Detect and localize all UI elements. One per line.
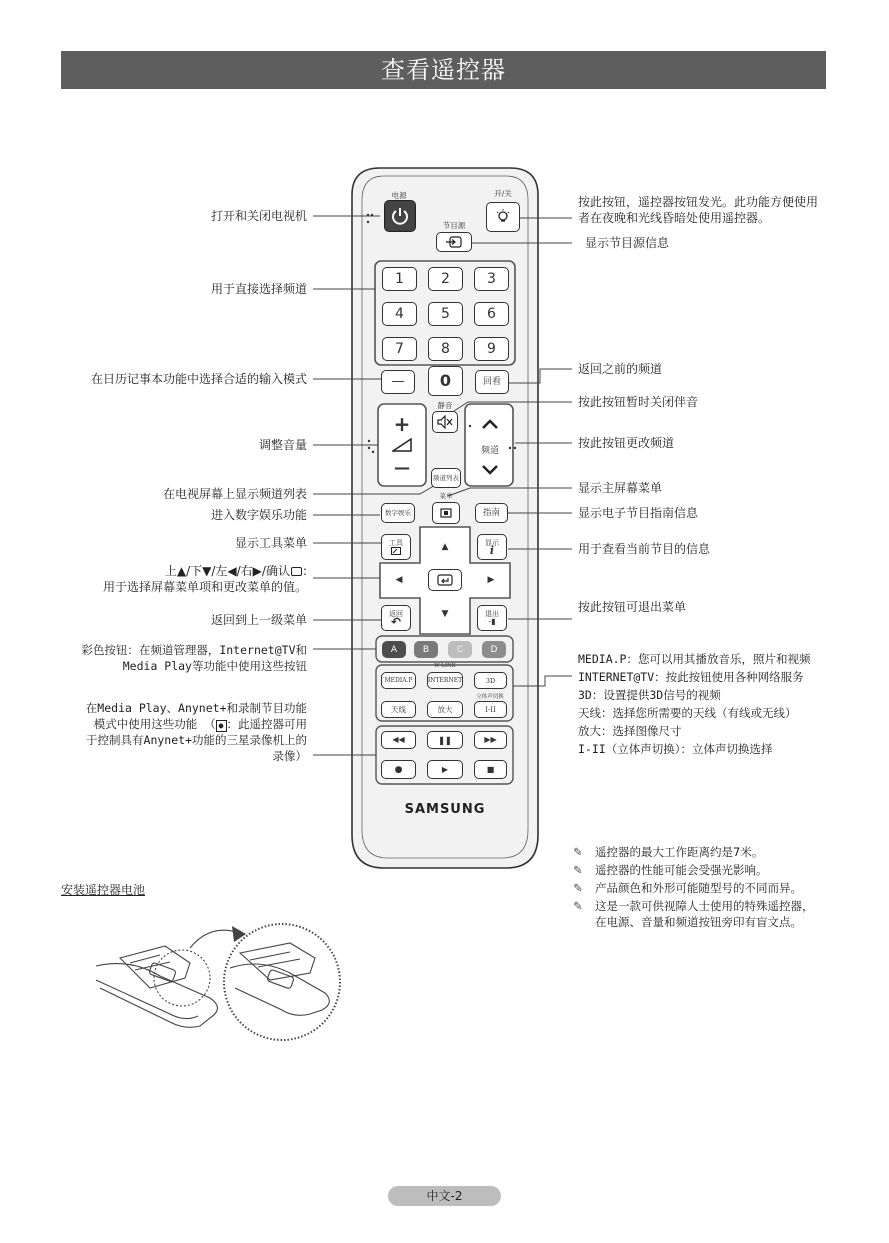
label-func-6: I-II（立体声切换）：立体声切换选择 (578, 742, 773, 756)
source-button[interactable] (436, 232, 472, 252)
arrow-left-icon: ◀ (395, 575, 403, 585)
zoom-button[interactable]: 放大 (427, 701, 463, 718)
pencil-icon: ✎ (573, 863, 583, 877)
digit-0-button[interactable]: 0 (428, 366, 463, 396)
note-3 (573, 880, 802, 896)
stop-icon: ■ (486, 764, 495, 774)
record-button[interactable] (381, 760, 416, 779)
label-nav-line1: 上▲/下▼/左◀/右▶/确认 : (164, 564, 307, 578)
3d-button[interactable]: 3D (474, 672, 507, 689)
label-digits: 用于直接选择频道 (210, 282, 307, 296)
menu-icon (440, 508, 452, 518)
return-icon: ↶ (390, 615, 402, 629)
volume-down-button[interactable]: — (394, 458, 410, 477)
color-a-button[interactable]: A (382, 641, 406, 658)
pause-button[interactable] (427, 731, 463, 749)
label-color-line1: 彩色按钮：在频道管理器，Internet@TV和 (81, 643, 307, 657)
page-number: 中文-2 (388, 1186, 501, 1206)
tools-button[interactable] (381, 534, 411, 560)
exit-label: 退出 (485, 610, 499, 618)
digit-2-button[interactable]: 2 (428, 267, 463, 291)
color-b-button[interactable]: B (414, 641, 438, 658)
light-button[interactable] (486, 202, 520, 232)
right-arrow-button[interactable] (478, 570, 504, 590)
bulb-icon (494, 208, 512, 226)
media-button[interactable]: 数字娱乐 (381, 503, 415, 523)
dual-label: 立体声切换 (476, 694, 504, 700)
arrow-up-icon: ▲ (441, 542, 449, 552)
label-source: 显示节目源信息 (585, 236, 670, 250)
battery-install-illustration (90, 918, 350, 1043)
label-ch-list: 在电视屏幕上显示频道列表 (162, 487, 307, 501)
label-light-line2: 者在夜晚和光线昏暗处使用遥控器。 (578, 211, 771, 225)
chevron-up-icon (481, 418, 499, 430)
note-4 (573, 898, 814, 914)
exit-button[interactable] (477, 605, 507, 631)
pencil-icon: ✎ (573, 899, 583, 913)
label-power: 打开和关闭电视机 (210, 209, 307, 223)
digit-8-button[interactable]: 8 (428, 337, 463, 361)
label-func-3: 3D：设置提供3D信号的视频 (578, 688, 721, 702)
label-color-line2: Media Play等功能中使用这些按钮 (122, 659, 307, 673)
volume-icon (392, 438, 412, 452)
pause-icon: ❚❚ (438, 735, 452, 745)
dual-button[interactable]: I-II (474, 701, 507, 718)
label-menu: 显示主屏幕菜单 (578, 481, 663, 495)
note-text: 遥控器的最大工作距离约是7米。 (595, 845, 764, 859)
dash-button[interactable]: — (381, 370, 415, 394)
media-p-button[interactable]: MEDIA.P (381, 672, 416, 689)
channel-down-button[interactable] (472, 459, 508, 481)
pencil-icon: ✎ (573, 845, 583, 859)
digit-3-button[interactable]: 3 (474, 267, 509, 291)
label-func-4: 天线：选择您所需要的天线（有线或无线） (578, 706, 797, 720)
channel-label: 频道 (480, 446, 499, 456)
label-dash: 在日历记事本功能中选择合适的输入模式 (90, 372, 307, 386)
exit-icon: -▮ (488, 617, 496, 626)
label-func-1: MEDIA.P：您可以用其播放音乐，照片和视频 (578, 652, 811, 666)
mute-label: 静音 (437, 401, 453, 410)
page-title: 查看遥控器 (61, 51, 826, 89)
digit-5-button[interactable]: 5 (428, 302, 463, 326)
info-button[interactable] (477, 534, 507, 560)
info-label: 显示 (485, 539, 499, 547)
color-d-button[interactable]: D (482, 641, 506, 658)
volume-up-button[interactable]: + (393, 412, 411, 436)
enter-icon (291, 567, 302, 576)
label-volume: 调整音量 (258, 438, 307, 452)
record-icon: ● (216, 720, 227, 732)
label-tools: 显示工具菜单 (234, 536, 307, 550)
rewind-button[interactable] (381, 731, 416, 749)
arrow-down-icon: ▼ (441, 609, 449, 619)
label-play-line1: 在Media Play、Anynet+和录制节目功能 (85, 701, 307, 715)
rewind-icon: ◀◀ (392, 735, 405, 744)
wlink-label: W-LINK (434, 663, 456, 669)
power-icon (390, 206, 410, 226)
mute-icon (437, 415, 453, 429)
label-nav-line2: 用于选择屏幕菜单项和更改菜单的值。 (102, 580, 307, 594)
label-func-2: INTERNET@TV：按此按钮使用各种网络服务 (578, 670, 804, 684)
note-4-continued: 在电源、音量和频道按钮旁印有盲文点。 (595, 915, 802, 929)
record-icon: ● (394, 764, 403, 775)
pencil-icon: ✎ (573, 881, 583, 895)
note-text: 这是一款可供视障人士使用的特殊遥控器， (595, 899, 814, 913)
prech-button[interactable]: 回看 (475, 370, 509, 394)
digit-4-button[interactable]: 4 (382, 302, 417, 326)
return-button[interactable] (381, 605, 411, 631)
light-label: 开/关 (494, 189, 512, 198)
label-exit: 按此按钮可退出菜单 (578, 600, 687, 614)
source-label: 节目源 (442, 221, 466, 230)
play-icon: ▶ (441, 764, 449, 774)
down-arrow-button[interactable] (432, 604, 458, 624)
channel-up-button[interactable] (472, 413, 508, 435)
label-play-line4: 录像） (272, 749, 307, 763)
mute-button[interactable] (432, 411, 458, 433)
label-return: 返回到上一级菜单 (210, 613, 307, 627)
label-nav-text: 上▲/下▼/左◀/右▶/确认 (164, 564, 290, 578)
digit-1-button[interactable]: 1 (382, 267, 417, 291)
play-button[interactable] (427, 760, 463, 779)
note-text: 产品颜色和外形可能随型号的不同而异。 (595, 881, 802, 895)
color-c-button[interactable]: C (448, 641, 472, 658)
label-light-line1: 按此按钮，遥控器按钮发光。此功能方便使用 (578, 195, 819, 209)
return-label: 返回 (389, 610, 403, 618)
label-play-line3: 于控制具有Anynet+功能的三星录像机上的 (86, 733, 307, 747)
left-arrow-button[interactable] (386, 570, 412, 590)
battery-heading: 安装遥控器电池 (61, 883, 146, 897)
note-2 (573, 862, 768, 878)
enter-button[interactable] (428, 569, 462, 591)
menu-button[interactable] (432, 502, 460, 524)
fast-forward-icon: ▶▶ (484, 735, 497, 744)
label-play-text-a: 模式中使用这些功能 （ (93, 717, 216, 731)
arrow-right-icon: ▶ (487, 575, 495, 585)
digit-6-button[interactable]: 6 (474, 302, 509, 326)
label-play-line2 (94, 716, 307, 732)
label-func-5: 放大：选择图像尺寸 (578, 724, 682, 738)
brand-logo: SAMSUNG (404, 802, 486, 817)
label-play-text-b: ：此遥控器可用 (226, 717, 307, 731)
internet-button[interactable]: INTERNET (427, 672, 463, 689)
power-label: 电源 (391, 191, 407, 200)
guide-button[interactable]: 指南 (475, 503, 508, 523)
note-1 (573, 844, 763, 860)
label-channel: 按此按钮更改频道 (578, 436, 675, 450)
chevron-down-icon (481, 464, 499, 476)
ch-list-button[interactable]: 频道列表 (431, 468, 461, 488)
note-text: 遥控器的性能可能会受强光影响。 (595, 863, 768, 877)
antenna-button[interactable]: 天线 (381, 701, 416, 718)
label-mute: 按此按钮暂时关闭伴音 (578, 395, 699, 409)
info-icon: i (489, 544, 495, 557)
menu-label: 菜单 (439, 492, 453, 500)
digit-9-button[interactable]: 9 (474, 337, 509, 361)
label-media: 进入数字娱乐功能 (210, 508, 307, 522)
label-info: 用于查看当前节目的信息 (578, 542, 711, 556)
up-arrow-button[interactable] (432, 537, 458, 557)
label-guide: 显示电子节目指南信息 (578, 506, 699, 520)
enter-icon (437, 574, 453, 586)
input-icon (446, 236, 462, 248)
label-prech: 返回之前的频道 (578, 362, 663, 376)
digit-7-button[interactable]: 7 (382, 337, 417, 361)
stop-button[interactable] (474, 760, 507, 779)
tools-label: 工具 (389, 539, 403, 547)
power-button[interactable] (384, 200, 416, 232)
fast-forward-button[interactable] (474, 731, 507, 749)
tools-icon (391, 547, 401, 555)
